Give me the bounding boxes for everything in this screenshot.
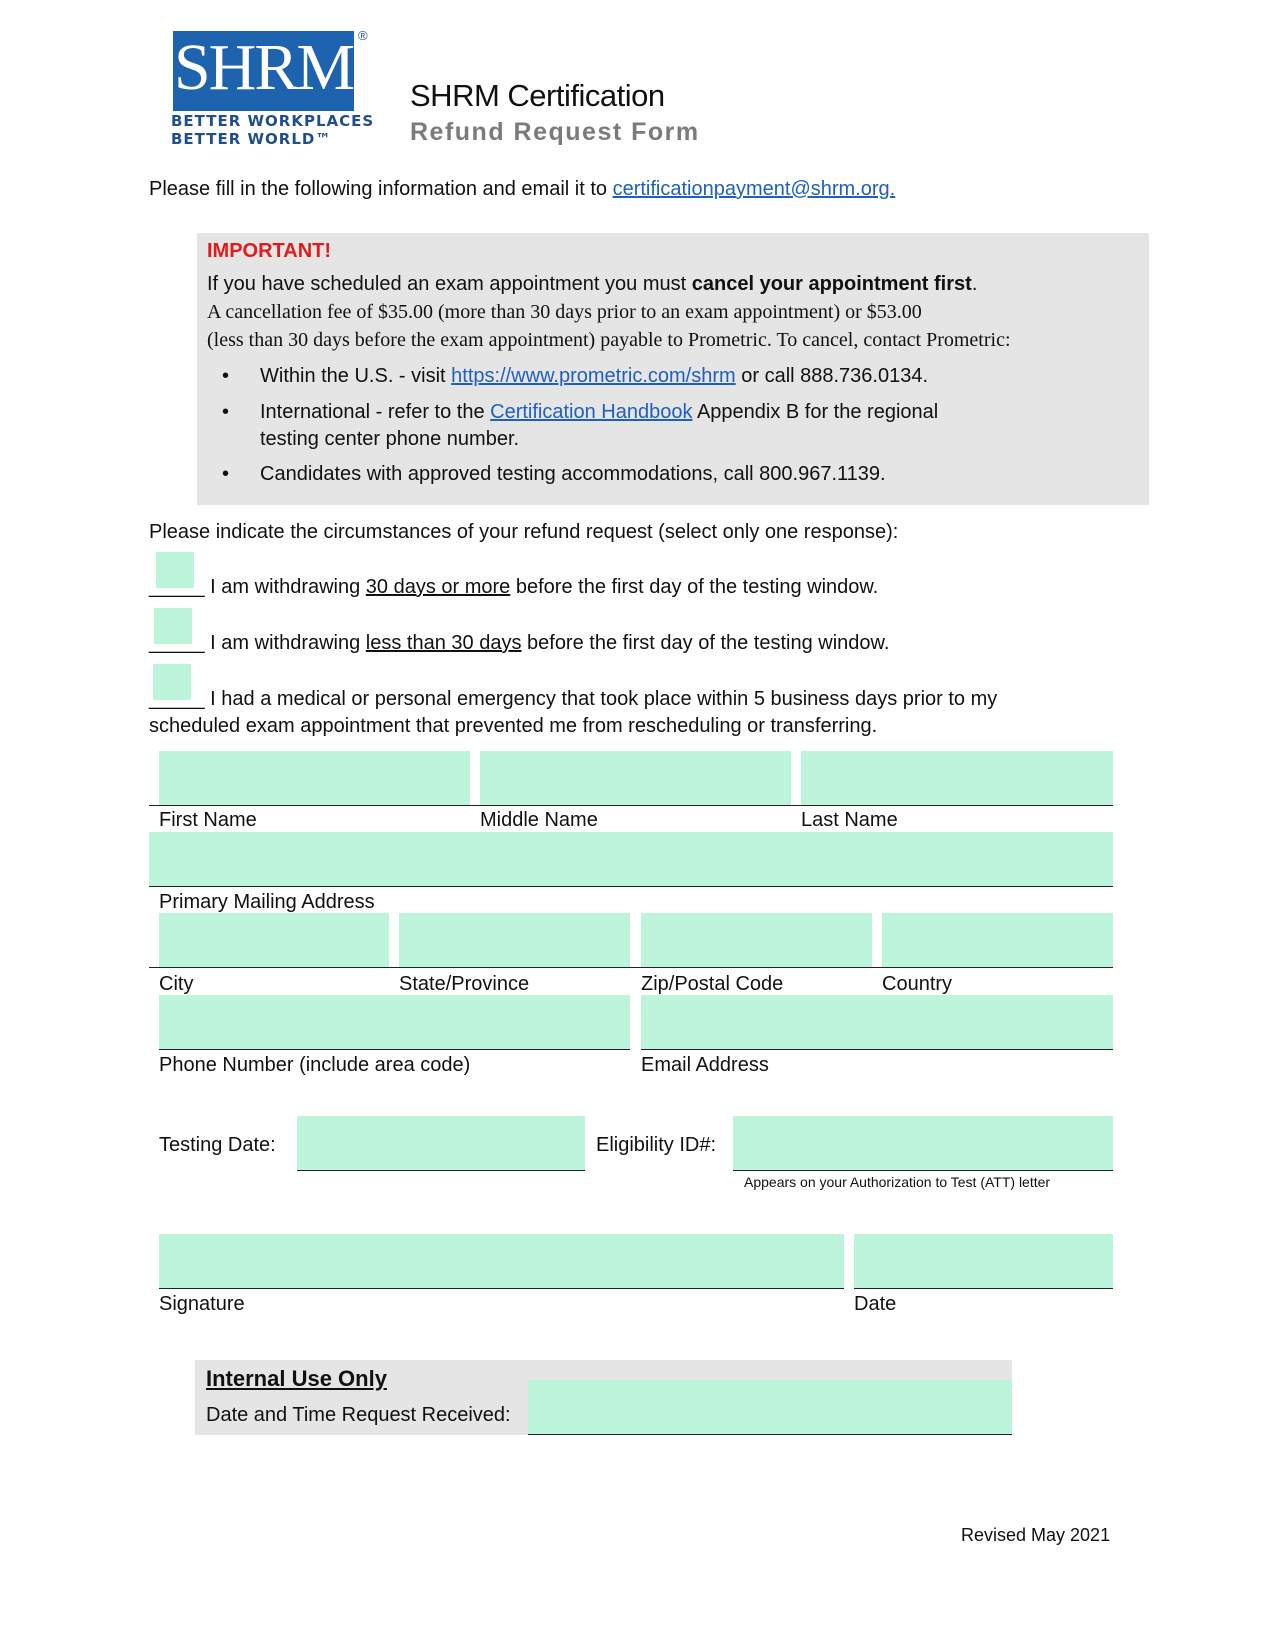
important-line-3: (less than 30 days before the exam appointment) payable to Prometric. To cancel, contact Prometric: (207, 329, 1011, 351)
logo-text: SHRM (173, 31, 354, 104)
option-1-pre: I am withdrawing (204, 576, 366, 598)
page-subtitle: Refund Request Form (410, 118, 700, 146)
date-time-received-label: Date and Time Request Received: (206, 1404, 511, 1426)
option-1-underlined: 30 days or more (365, 576, 511, 598)
option-1-post: before the first day of the testing window. (510, 576, 879, 598)
country-field[interactable] (882, 913, 1113, 968)
logo-tagline-1: BETTER WORKPLACES (171, 112, 375, 130)
phone-number-field[interactable] (159, 995, 630, 1050)
zip-label: Zip/Postal Code (641, 973, 784, 995)
option-1-text (149, 576, 878, 599)
option-2-post: before the first day of the testing window. (521, 632, 890, 654)
option-3-line-2: scheduled exam appointment that prevented me from rescheduling or transferring. (149, 715, 878, 737)
last-name-field[interactable] (801, 751, 1113, 806)
bullet2-post: Appendix B for the regional (692, 401, 939, 423)
signature-field[interactable] (159, 1234, 844, 1289)
page-title: SHRM Certification (410, 78, 665, 113)
name-row-line (149, 805, 1113, 806)
option-1-blank: _____ (149, 576, 205, 598)
phone-label: Phone Number (include area code) (159, 1054, 471, 1076)
eligibility-id-field[interactable] (733, 1116, 1113, 1171)
logo-tagline-2: BETTER WORLD™ (171, 130, 332, 148)
email-link[interactable]: certificationpayment@shrm.org. (612, 178, 896, 200)
last-name-label: Last Name (801, 809, 898, 831)
option-3-blank: _____ (149, 688, 205, 710)
intro-label: Please fill in the following information and email it to (149, 178, 613, 200)
primary-mailing-address-field[interactable] (149, 832, 1113, 887)
email-label: Email Address (641, 1054, 769, 1076)
testing-date-label: Testing Date: (159, 1134, 276, 1156)
internal-use-heading: Internal Use Only (206, 1366, 387, 1391)
revised-date: Revised May 2021 (961, 1525, 1111, 1545)
bullet-dot: • (222, 365, 230, 387)
option-2-pre: I am withdrawing (204, 632, 366, 654)
first-name-label: First Name (159, 809, 257, 831)
bullet-dot: • (222, 463, 230, 485)
zip-postal-code-field[interactable] (641, 913, 872, 968)
prometric-link[interactable]: https://www.prometric.com/shrm (451, 365, 736, 387)
state-province-field[interactable] (399, 913, 630, 968)
country-label: Country (882, 973, 953, 995)
option-2-blank: _____ (149, 632, 205, 654)
middle-name-label: Middle Name (480, 809, 598, 831)
certification-handbook-link[interactable]: Certification Handbook (490, 401, 693, 423)
option-3-line-1: I had a medical or personal emergency that took place within 5 business days prior to my (204, 688, 998, 710)
first-name-field[interactable] (159, 751, 470, 806)
date-time-received-field[interactable] (528, 1380, 1012, 1435)
important-line1-pre: If you have scheduled an exam appointment you must (207, 273, 692, 295)
signature-label: Signature (159, 1293, 245, 1315)
bullet3-text: Candidates with approved testing accommodations, call 800.967.1139. (260, 463, 886, 485)
important-line1-post: . (971, 273, 978, 295)
bullet2-pre: International - refer to the (260, 401, 491, 423)
state-label: State/Province (399, 973, 530, 995)
bullet-dot: • (222, 401, 230, 423)
city-field[interactable] (159, 913, 389, 968)
middle-name-field[interactable] (480, 751, 791, 806)
bullet1-post: or call 888.736.0134. (735, 365, 929, 387)
bullet1-pre: Within the U.S. - visit (260, 365, 452, 387)
signature-date-field[interactable] (854, 1234, 1113, 1289)
city-row-line (149, 967, 1113, 968)
circumstances-prompt: Please indicate the circumstances of your refund request (select only one response): (149, 521, 899, 543)
bullet2-line-2: testing center phone number. (260, 428, 520, 450)
important-heading: IMPORTANT! (207, 240, 332, 262)
option-2-underlined: less than 30 days (365, 632, 522, 654)
address-label: Primary Mailing Address (159, 891, 375, 913)
important-line-2: A cancellation fee of $35.00 (more than 30 days prior to an exam appointment) or $53.00 (207, 301, 922, 323)
logo-registered-mark: ® (358, 28, 368, 43)
option-3-text (149, 688, 997, 711)
important-line1-bold: cancel your appointment first (691, 273, 972, 295)
signature-date-label: Date (854, 1293, 897, 1315)
important-line-1 (207, 273, 977, 296)
option-2-text (149, 632, 889, 655)
eligibility-label: Eligibility ID#: (596, 1134, 717, 1156)
city-label: City (159, 973, 194, 995)
email-address-field[interactable] (641, 995, 1113, 1050)
testing-date-field[interactable] (297, 1116, 585, 1171)
intro-text (149, 178, 895, 201)
eligibility-note: Appears on your Authorization to Test (ATT) letter (744, 1174, 1051, 1190)
